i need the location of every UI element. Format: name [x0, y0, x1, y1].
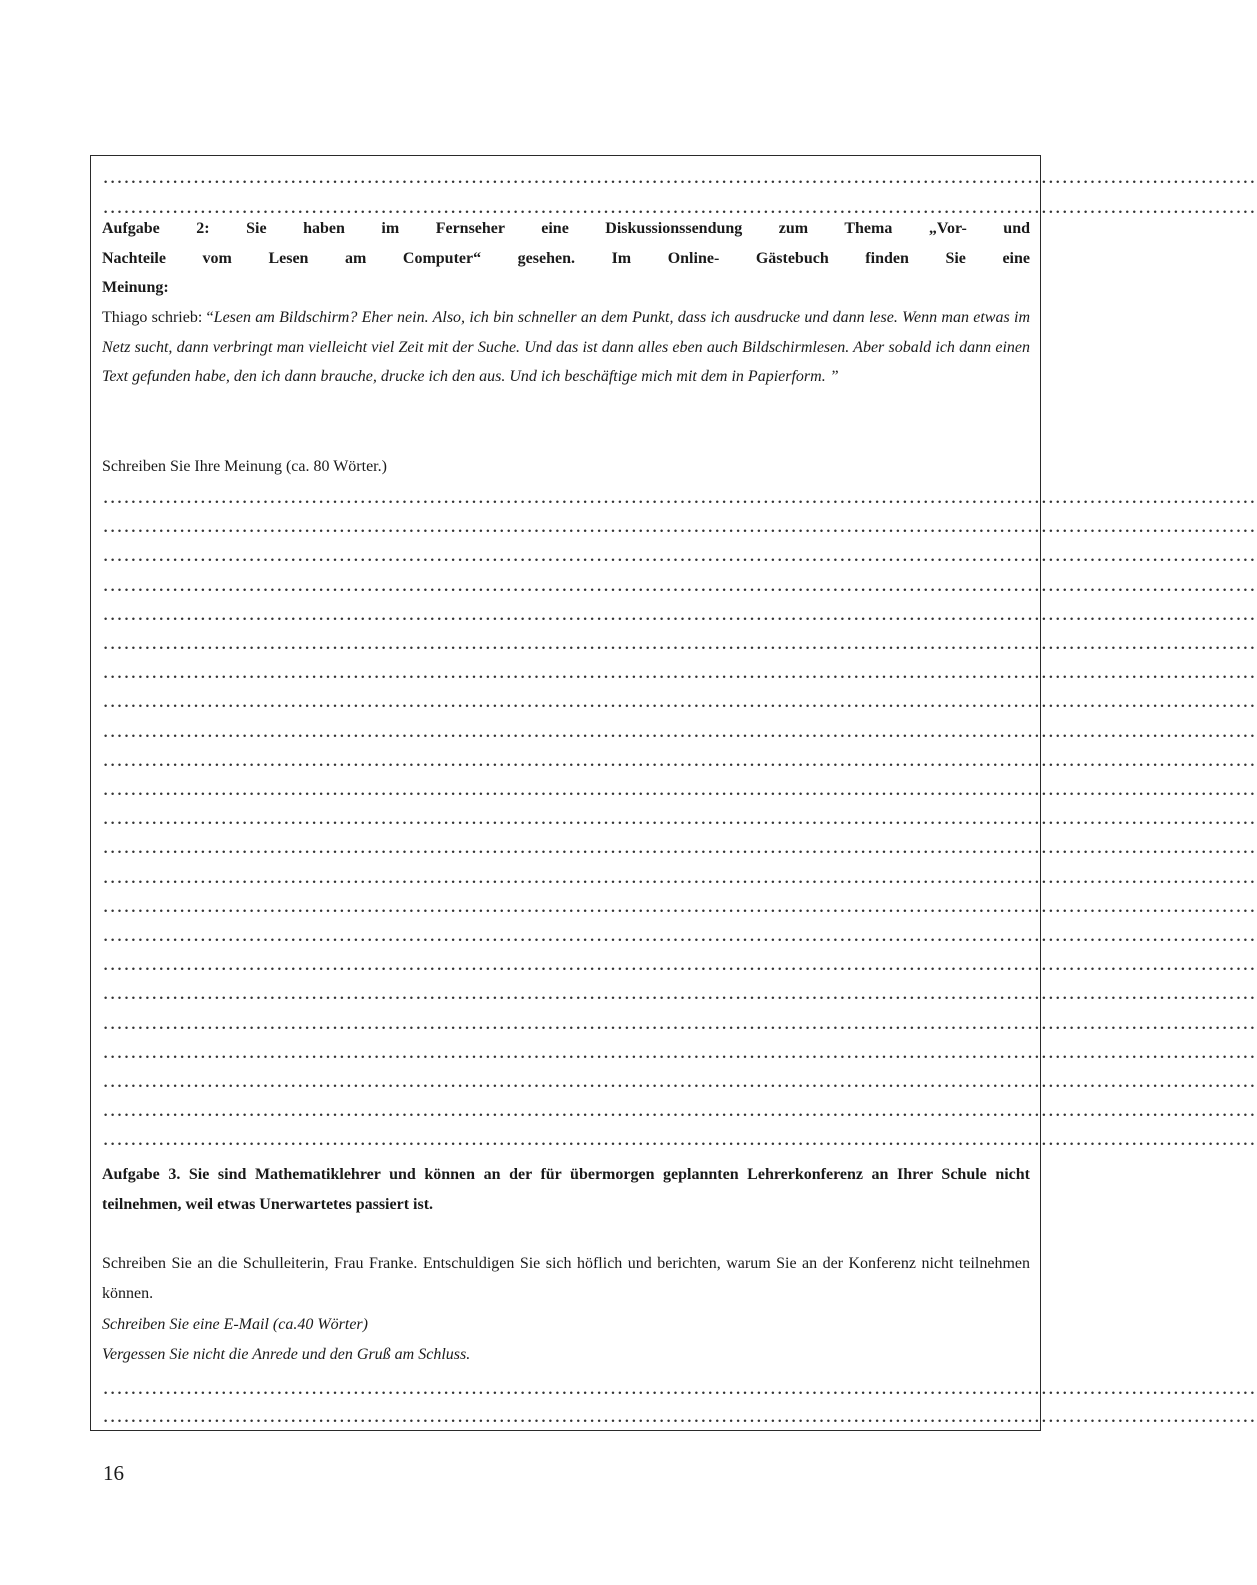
answer-line[interactable]: ...................................................................................................................................................................... [103, 718, 1257, 742]
answer-line[interactable]: ...................................................................................................................................................................... [103, 1068, 1257, 1092]
quote-intro: Thiago schrieb: “ [102, 309, 214, 326]
answer-line[interactable]: ...................................................................................................................................................................... [103, 805, 1257, 829]
answer-line[interactable]: ...................................................................................................................................................................... [103, 659, 1257, 683]
quote-text: Lesen am Bildschirm? Eher nein. Also, ich bin schneller an dem Punkt, dass ich ausdrucke und dann lese. Wenn man etwas im Netz sucht, dann verbringt man vielleicht viel Zeit mit der Suche. Und das ist dann alles eben auch Bildschirmlesen. Aber sobald ich dann einen Text gefunden habe, den ich dann brauche, drucke ich den aus. Und ich beschäftige mich mit dem in Papierform. ” [102, 309, 1030, 385]
answer-line[interactable]: ...................................................................................................................................................................... [103, 1097, 1257, 1121]
answer-line[interactable]: ...................................................................................................................................................................... [103, 834, 1257, 858]
answer-line[interactable]: ...................................................................................................................................................................... [103, 1403, 1257, 1427]
answer-line[interactable]: ...................................................................................................................................................................... [103, 776, 1257, 800]
answer-line[interactable]: ...................................................................................................................................................................... [103, 194, 1257, 218]
answer-line[interactable]: ...................................................................................................................................................................... [103, 630, 1257, 654]
answer-line[interactable]: ...................................................................................................................................................................... [103, 484, 1257, 508]
task2-quote [102, 303, 1030, 392]
task3-instruction-email: Schreiben Sie eine E-Mail (ca.40 Wörter) [102, 1316, 368, 1333]
task3-instruction-greeting: Vergessen Sie nicht die Anrede und den Gruß am Schluss. [102, 1346, 471, 1363]
task2-heading-line: Nachteile vom Lesen am Computer“ gesehen. Im Online- Gästebuch finden Sie eine [102, 249, 1030, 267]
answer-line[interactable]: ...................................................................................................................................................................... [103, 688, 1257, 712]
task2-heading-line: Aufgabe 2: Sie haben im Fernseher eine Diskussionssendung zum Thema „Vor- und [102, 220, 1030, 237]
task3-heading: Aufgabe 3. Sie sind Mathematiklehrer und können an der für übermorgen geplannten Lehrerkonferenz an Ihrer Schule nicht teilnehmen, weil etwas Unerwartetes passiert ist. [102, 1166, 1030, 1213]
answer-line[interactable]: ...................................................................................................................................................................... [103, 542, 1257, 566]
answer-line[interactable]: ...................................................................................................................................................................... [103, 893, 1257, 917]
answer-line[interactable]: ...................................................................................................................................................................... [103, 980, 1257, 1004]
answer-line[interactable]: ...................................................................................................................................................................... [103, 1375, 1257, 1399]
page-number: 16 [103, 1461, 124, 1485]
task2-heading-line: Meinung: [102, 279, 169, 296]
answer-line[interactable]: ...................................................................................................................................................................... [103, 951, 1257, 975]
answer-line[interactable]: ...................................................................................................................................................................... [103, 601, 1257, 625]
answer-line[interactable]: ...................................................................................................................................................................... [103, 864, 1257, 888]
answer-line[interactable]: ...................................................................................................................................................................... [103, 1010, 1257, 1034]
answer-line[interactable]: ...................................................................................................................................................................... [103, 513, 1257, 537]
answer-line[interactable]: ...................................................................................................................................................................... [103, 164, 1257, 188]
answer-line[interactable]: ...................................................................................................................................................................... [103, 922, 1257, 946]
task3-body: Schreiben Sie an die Schulleiterin, Frau Franke. Entschuldigen Sie sich höflich und berichten, warum Sie an der Konferenz nicht teilnehmen können. [102, 1255, 1030, 1302]
answer-line[interactable]: ...................................................................................................................................................................... [103, 747, 1257, 771]
task2-instruction: Schreiben Sie Ihre Meinung (ca. 80 Wörter.) [102, 458, 387, 475]
answer-line[interactable]: ...................................................................................................................................................................... [103, 572, 1257, 596]
task2-heading [102, 214, 1030, 303]
answer-line[interactable]: ...................................................................................................................................................................... [103, 1126, 1257, 1150]
answer-line[interactable]: ...................................................................................................................................................................... [103, 1039, 1257, 1063]
